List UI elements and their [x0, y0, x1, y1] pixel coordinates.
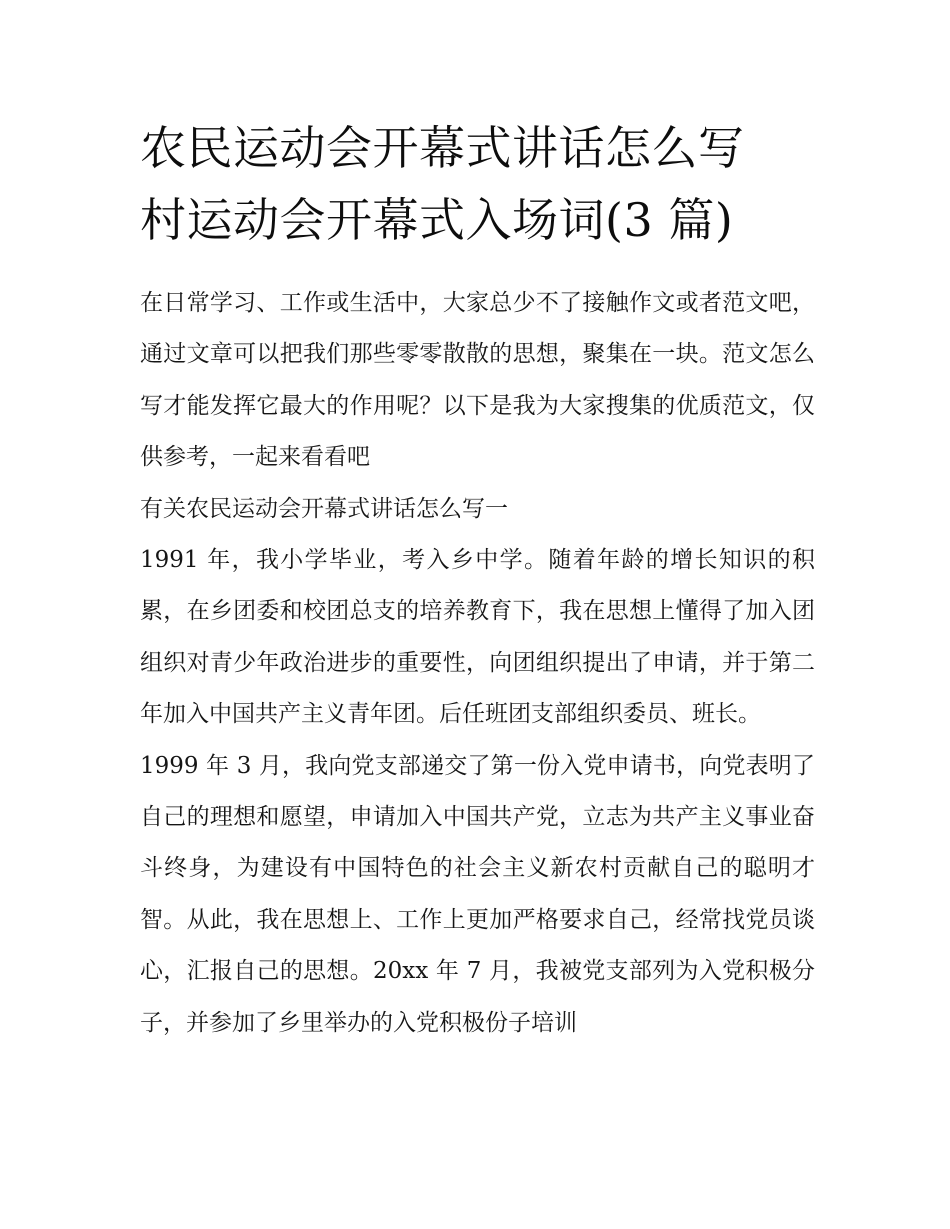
section-heading: 有关农民运动会开幕式讲话怎么写一 [140, 495, 508, 522]
document-content [140, 112, 815, 1049]
body-paragraph-1999: 1999 年 3 月，我向党支部递交了第一份入党申请书，向党表明了自己的理想和愿望，申请加入中国共产党，立志为共产主义事业奋斗终身，为建设有中国特色的社会主义新农村贡献自己的聪明才智。从此，我在思想上、工作上更加严格要求自己，经常找党员谈心，汇报自己的思想。20xx 年 7 月，我被党支部列为入党积极分子，并参加了乡里举办的入党积极份子培训 [140, 752, 815, 1036]
title-line-2: 村运动会开幕式入场词(3 篇) [140, 193, 734, 247]
body-paragraph-1991: 1991 年，我小学毕业，考入乡中学。随着年龄的增长知识的积累，在乡团委和校团总支的培养教育下，我在思想上懂得了加入团组织对青少年政治进步的重要性，向团组织提出了申请，并于第二年加入中国共产主义青年团。后任班团支部组织委员、班长。 [140, 547, 815, 728]
document-body [140, 278, 815, 1049]
intro-paragraph: 在日常学习、工作或生活中，大家总少不了接触作文或者范文吧，通过文章可以把我们那些零零散散的思想，聚集在一块。范文怎么写才能发挥它最大的作用呢？以下是我为大家搜集的优质范文，仅供参考，一起来看看吧 [140, 290, 815, 471]
title-line-1: 农民运动会开幕式讲话怎么写 [140, 121, 745, 175]
document-title [140, 112, 815, 256]
